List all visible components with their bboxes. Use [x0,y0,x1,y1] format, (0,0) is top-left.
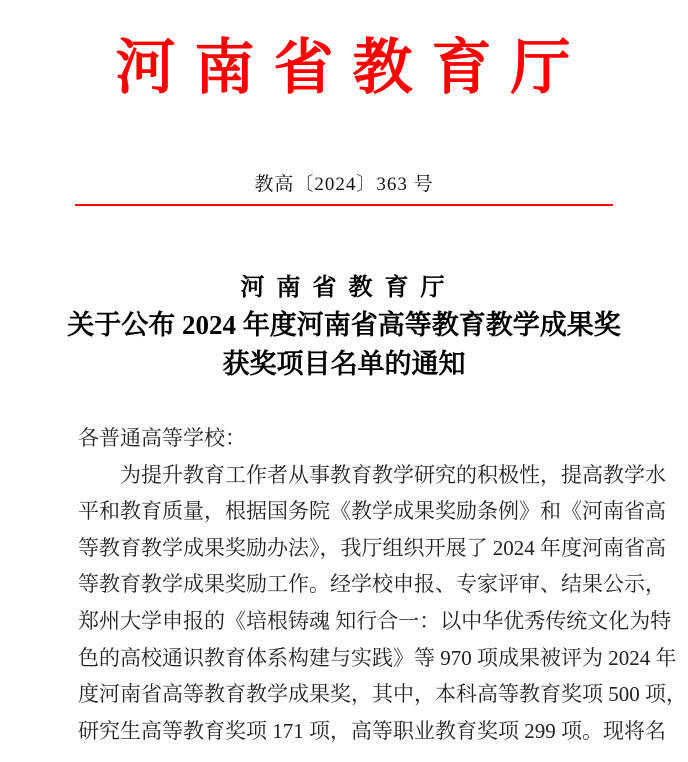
body-paragraph-line: 研究生高等教育奖项 171 项，高等职业教育奖项 299 项。现将名 [78,718,666,743]
body-paragraph-line: 平和教育质量，根据国务院《教学成果奖励条例》和《河南省高 [78,499,666,524]
letterhead-divider-line [75,204,613,206]
letterhead-agency-title: 河 南 省 教 育 厅 [115,35,573,101]
notice-agency-name: 河 南 省 教 育 厅 [240,275,448,301]
body-paragraph-line: 等教育教学成果奖励工作。经学校申报、专家评审、结果公示， [78,572,666,597]
notice-title-line-2: 获奖项目名单的通知 [222,349,466,379]
document-body [78,420,687,749]
body-paragraph-line: 为提升教育工作者从事教育教学研究的积极性，提高教学水 [120,462,666,487]
body-paragraph-line: 等教育教学成果奖励办法》，我厅组织开展了 2024 年度河南省高 [78,535,666,560]
notice-title-line-1: 关于公布 2024 年度河南省高等教育教学成果奖 [67,310,621,340]
notice-title-block [0,270,688,384]
body-paragraph-line: 度河南省高等教育教学成果奖，其中，本科高等教育奖项 500 项， [78,682,687,707]
body-paragraph-line: 郑州大学申报的《培根铸魂 知行合一：以中华优秀传统文化为特 [78,608,672,633]
document-number: 教高〔2024〕363 号 [254,174,434,195]
body-paragraph-line: 色的高校通识教育体系构建与实践》等 970 项成果被评为 2024 年 [78,645,677,670]
salutation-line: 各普通高等学校： [78,426,246,450]
